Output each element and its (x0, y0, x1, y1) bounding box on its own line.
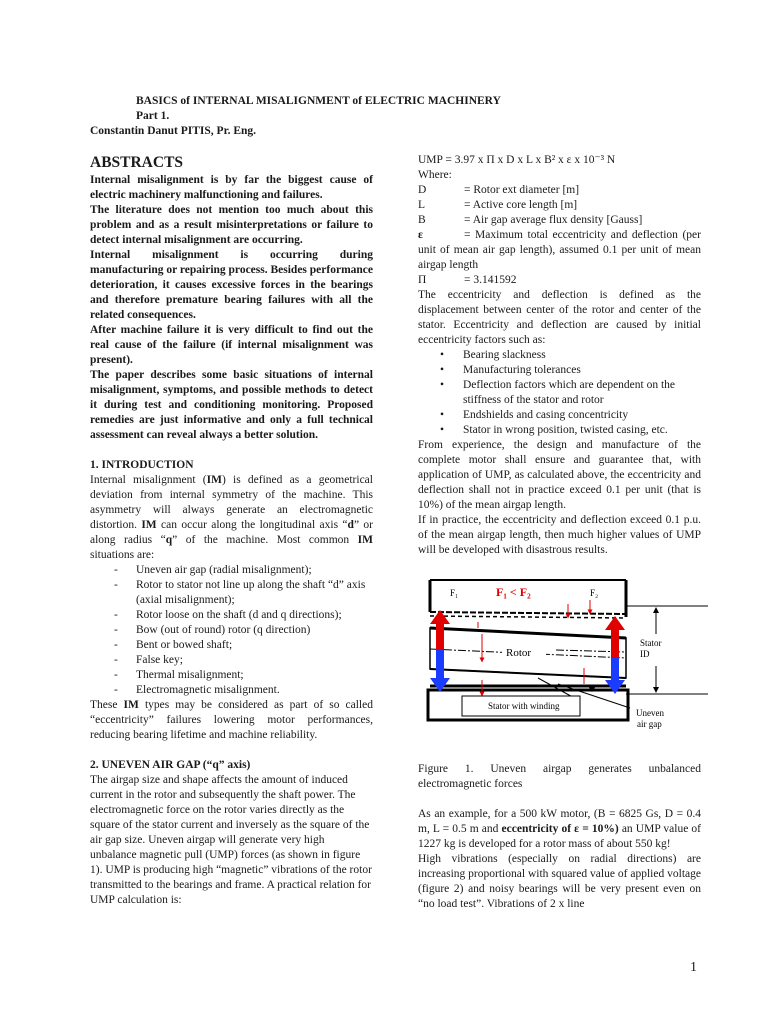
figure-1 (418, 572, 708, 752)
stator-upper-band (430, 612, 626, 614)
abstract-paragraph-2: The literature does not mention too much about this problem and as a result misinterpretations or failure to detect internal misalignment are occurring. (90, 204, 373, 246)
paper-title: BASICS of INTERNAL MISALIGNMENT of ELECTRIC MACHINERY (136, 95, 501, 107)
definition-row: B = Air gap average flux density [Gauss] (418, 214, 643, 226)
definition-row: D = Rotor ext diameter [m] (418, 184, 580, 196)
f1-label: F₁ (450, 588, 459, 598)
paper-author: Constantin Danut PITIS, Pr. Eng. (90, 125, 257, 137)
uneven-airgap-heading: 2. UNEVEN AIR GAP (“q” axis) (90, 759, 251, 771)
ump-formula: UMP = 3.97 x Π x D x L x B² x ε x 10⁻³ N (418, 154, 616, 166)
abstract-paragraph-5: The paper describes some basic situations of internal misalignment, symptoms, and possible methods to detect it during test and conditioning monitoring. Proposed remedies are just informative and only a full technical assessment can reveal always a better solution. (90, 369, 373, 441)
uneven-airgap-diagram (418, 572, 708, 752)
list-item: - Rotor loose on the shaft (d and q directions); (90, 608, 373, 623)
f2-force-arrow (611, 628, 619, 658)
abstract-heading: ABSTRACTS (90, 154, 184, 171)
right-column (418, 153, 701, 912)
stator-upper-band (430, 616, 626, 618)
list-item: • Bearing slackness (418, 348, 701, 363)
example-paragraph: As an example, for a 500 kW motor, (B = 6825 Gs, D = 0.4 m, L = 0.5 m and eccentricity of ε = 10%) an UMP value of 1227 kg is developed for a rotor mass of about 550 kg! (418, 808, 702, 850)
experience-paragraph: From experience, the design and manufacture of the complete motor shall ensure and guarantee that, with application of UMP, as calculated above, the eccentricity and deflection shall not in practice exceed 0.1 per unit (that is 10%) of the mean airgap length. (418, 439, 701, 511)
left-column (90, 153, 373, 908)
list-item: • Manufacturing tolerances (418, 363, 701, 378)
uneven-gap-label: air gap (637, 719, 662, 729)
vibration-paragraph: High vibrations (especially on radial directions) are increasing proportional with squared value of applied voltage (figure 2) and noisy bearings will be very present even on “no load test”. Vibrations of 2 x line (418, 853, 701, 910)
where-label: Where: (418, 169, 452, 181)
f2-opposing-arrow (611, 658, 619, 682)
im-situations-list (90, 563, 373, 698)
list-item: - Bent or bowed shaft; (90, 638, 373, 653)
list-item: - Thermal misalignment; (90, 668, 373, 683)
list-item: - False key; (90, 653, 373, 668)
list-item: - Rotor to stator not line up along the shaft “d” axis (axial misalignment); (90, 578, 373, 608)
abstract-paragraph-3: Internal misalignment is occurring during manufacturing or repairing process. Besides performance deterioration, it causes excessive forces in the bearings and therefore premature bearing failures with all the related consequences. (90, 249, 374, 321)
f1-force-arrow (436, 622, 444, 650)
intro-heading: 1. INTRODUCTION (90, 459, 194, 471)
intro-paragraph-2: These IM types may be considered as part of so called “eccentricity” failures lowering motor performances, reducing bearing lifetime and machine reliability. (90, 699, 373, 741)
f1-opposing-arrow (436, 650, 444, 680)
definition-row: ε = Maximum total eccentricity and deflection (per unit of mean air gap length), assumed 0.1 per unit of mean airgap length (418, 229, 701, 271)
winding-label: Stator with winding (488, 701, 560, 711)
list-item: - Uneven air gap (radial misalignment); (90, 563, 373, 578)
uneven-gap-label: Uneven (636, 708, 664, 718)
list-item: • Stator in wrong position, twisted casing, etc. (418, 423, 701, 438)
eccentricity-paragraph: The eccentricity and deflection is defined as the displacement between center of the rotor and center of the stator. Eccentricity and deflection are caused by initial eccentricity factors such as: (418, 289, 701, 346)
stator-id-label: ID (640, 649, 650, 659)
list-item: • Endshields and casing concentricity (418, 408, 701, 423)
list-item: - Electromagnetic misalignment. (90, 683, 373, 698)
paper-part: Part 1. (136, 110, 170, 122)
figure-1-caption: Figure 1. Uneven airgap generates unbalanced electromagnetic forces (418, 763, 701, 790)
list-item: - Bow (out of round) rotor (q direction) (90, 623, 373, 638)
practice-paragraph: If in practice, the eccentricity and deflection exceed 0.1 p.u. of the mean airgap length, then much higher values of UMP will be developed with disastrous results. (418, 514, 701, 556)
list-item: • Deflection factors which are dependent on the stiffness of the stator and rotor (418, 378, 701, 408)
uneven-airgap-paragraph: The airgap size and shape affects the amount of induced current in the rotor and subsequently the shaft power. The electromagnetic force on the rotor varies directly as the square of the stator current and inversely as the square of the air gap size. Uneven airgap will generate very high unbalance magnetic pull (UMP) forces (as shown in figure 1). UMP is producing high “magnetic” vibrations of the rotor transmitted to the bearings and frame. A practical relation for UMP calculation is: (90, 774, 372, 906)
stator-id-label: Stator (640, 638, 662, 648)
eccentricity-factors-list (418, 348, 701, 438)
intro-paragraph-1: Internal misalignment (IM) is defined as a geometrical deviation from internal symmetry of the machine. This asymmetry will always generate an electromagnetic distortion. IM can occur along the longitudinal axis “d” or along radius “q” of the machine. Most common IM situations are: (90, 474, 373, 561)
abstract-paragraph-1: Internal misalignment is by far the biggest cause of electric machinery malfunctioning and failures. (90, 174, 373, 201)
definition-row: L = Active core length [m] (418, 199, 578, 211)
abstract-paragraph-4: After machine failure it is very difficult to find out the real cause of the failure (if internal misalignment was present). (90, 324, 373, 366)
rotor-label: Rotor (506, 647, 532, 659)
force-comparison-label: F₁ < F₂ (496, 585, 531, 599)
f2-label: F₂ (590, 588, 599, 598)
definition-row: Π = 3.141592 (418, 274, 517, 286)
page-number: 1 (690, 960, 697, 975)
